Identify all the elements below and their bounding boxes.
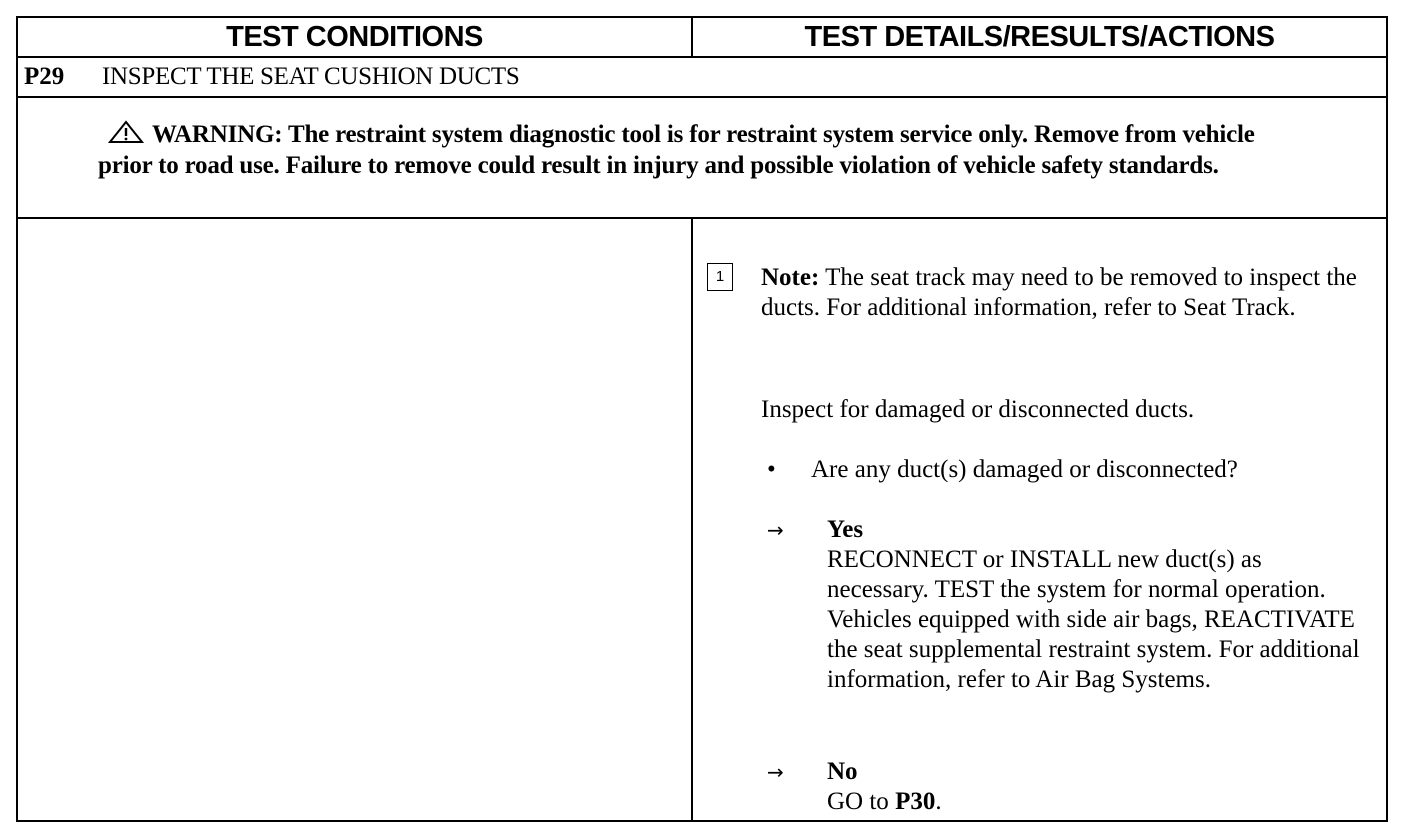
note-label: Note: bbox=[761, 264, 820, 291]
answer-yes bbox=[767, 515, 1367, 695]
diagnostic-table bbox=[16, 16, 1388, 822]
arrow-right-icon: → bbox=[767, 760, 784, 784]
warning-triangle-icon bbox=[108, 120, 144, 151]
answer-no bbox=[767, 757, 1367, 817]
test-details-cell bbox=[693, 219, 1386, 820]
arrow-right-icon: → bbox=[767, 518, 784, 542]
header-test-details: TEST DETAILS/RESULTS/ACTIONS bbox=[804, 20, 1275, 53]
step-title: INSPECT THE SEAT CUSHION DUCTS bbox=[102, 63, 520, 90]
header-row bbox=[18, 18, 1386, 58]
step-number: P29 bbox=[24, 63, 65, 90]
no-label: No bbox=[827, 758, 858, 785]
test-conditions-cell bbox=[18, 219, 693, 820]
warning-block bbox=[18, 98, 1386, 219]
bullet-icon: • bbox=[767, 456, 776, 483]
question-item bbox=[767, 455, 1367, 485]
yes-text: RECONNECT or INSTALL new duct(s) as necessary. TEST the system for normal operation. Vehicles equipped with side air bags, REACTIVATE the seat supplemental restraint system. For additional information, refer to Air Bag Systems. bbox=[827, 546, 1360, 693]
no-target-link[interactable]: P30 bbox=[895, 788, 936, 815]
header-test-conditions: TEST CONDITIONS bbox=[18, 18, 693, 56]
step-checkbox[interactable]: 1 bbox=[707, 263, 733, 291]
step-row bbox=[18, 58, 1386, 98]
warning-text: The restraint system diagnostic tool is for restraint system service only. Remove from vehicle prior to road use. Failure to remove could result in injury and possible violation of vehicle safety standards. bbox=[98, 121, 1255, 179]
question-text: Are any duct(s) damaged or disconnected? bbox=[811, 456, 1238, 483]
no-text bbox=[827, 787, 1367, 817]
inspect-instruction: Inspect for damaged or disconnected ducts. bbox=[761, 396, 1195, 423]
yes-label: Yes bbox=[827, 516, 864, 543]
warning-label: WARNING: bbox=[152, 121, 283, 148]
note-paragraph bbox=[761, 263, 1371, 323]
no-text-prefix: GO to bbox=[827, 788, 889, 815]
note-text: The seat track may need to be removed to inspect the ducts. For additional information, refer to Seat Track. bbox=[761, 264, 1357, 321]
no-text-suffix: . bbox=[935, 788, 942, 815]
